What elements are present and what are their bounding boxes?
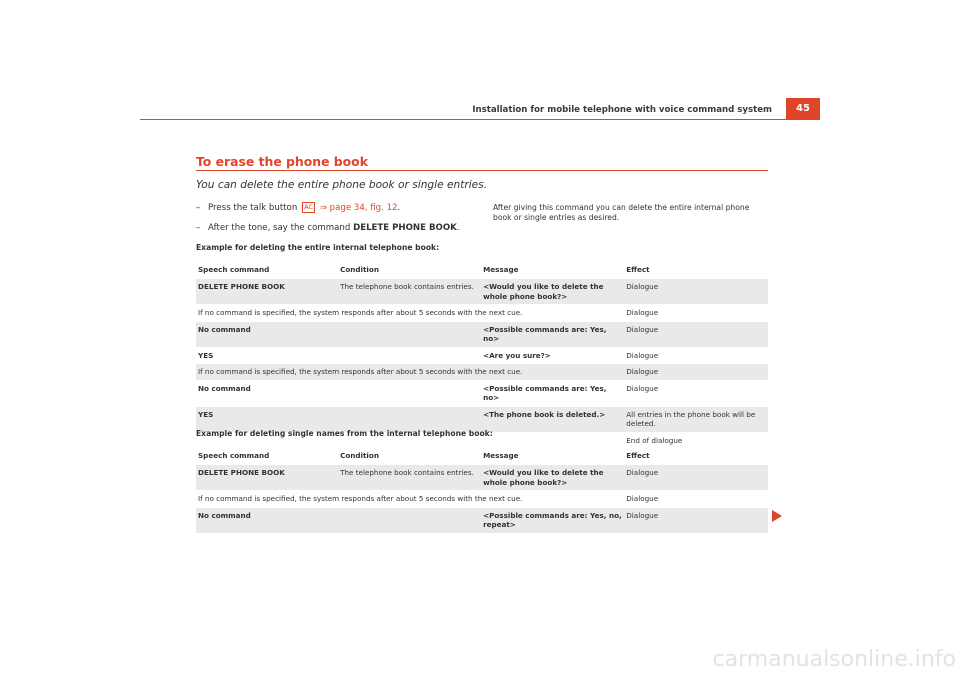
effect-cell: Dialogue	[624, 491, 768, 508]
table-header-row	[196, 259, 768, 279]
message-cell: <Would you like to delete the whole phone book?>	[481, 465, 624, 491]
condition-cell: The telephone book contains entries.	[338, 279, 481, 305]
table-row	[196, 465, 768, 491]
table-row	[196, 321, 768, 347]
step-2	[196, 223, 460, 233]
effect-cell: All entries in the phone book will be deleted.	[624, 406, 768, 432]
section-lead: You can delete the entire phone book or single entries.	[196, 179, 488, 191]
note-cell: If no command is specified, the system responds after about 5 seconds with the next cue.	[196, 364, 624, 381]
example2-table	[196, 445, 768, 534]
note-cell: If no command is specified, the system responds after about 5 seconds with the next cue.	[196, 491, 624, 508]
watermark: carmanualsonline.info	[712, 647, 956, 672]
example2-heading: Example for deleting single names from the internal telephone book:	[196, 429, 493, 438]
table-row	[196, 347, 768, 364]
message-cell: <Possible commands are: Yes, no>	[481, 321, 624, 347]
condition-cell	[338, 380, 481, 406]
step-suffix: .	[397, 203, 401, 213]
command-text: DELETE PHONE BOOK	[353, 223, 457, 233]
speech-command-cell: DELETE PHONE BOOK	[196, 465, 338, 491]
table-row	[196, 305, 768, 322]
example1-heading: Example for deleting the entire internal telephone book:	[196, 243, 440, 252]
condition-cell	[338, 321, 481, 347]
table-header-row	[196, 445, 768, 465]
message-cell: <Possible commands are: Yes, no>	[481, 380, 624, 406]
section-rule	[196, 170, 768, 171]
condition-cell	[338, 347, 481, 364]
section-title: To erase the phone book	[196, 154, 368, 169]
running-header-title: Installation for mobile telephone with voice command system	[472, 105, 772, 115]
column-header: Speech command	[196, 445, 338, 465]
column-header: Message	[481, 445, 624, 465]
speech-command-cell: No command	[196, 321, 338, 347]
effect-cell: Dialogue	[624, 507, 768, 533]
column-header: Effect	[624, 259, 768, 279]
continue-arrow-icon	[772, 510, 782, 522]
table-row	[196, 380, 768, 406]
table-row	[196, 364, 768, 381]
step-dash: –	[196, 223, 201, 233]
speech-command-cell: DELETE PHONE BOOK	[196, 279, 338, 305]
step-1	[196, 202, 400, 213]
side-note: After giving this command you can delete the entire internal phone book or single entries as desired.	[493, 203, 750, 223]
effect-cell: Dialogue	[624, 279, 768, 305]
message-cell: <Possible commands are: Yes, no, repeat>	[481, 507, 624, 533]
column-header: Condition	[338, 259, 481, 279]
effect-cell: Dialogue	[624, 347, 768, 364]
condition-cell	[338, 507, 481, 533]
note-cell: If no command is specified, the system responds after about 5 seconds with the next cue.	[196, 305, 624, 322]
effect-cell: End of dialogue	[624, 432, 768, 449]
example1-table	[196, 259, 768, 449]
message-cell: <Would you like to delete the whole phone book?>	[481, 279, 624, 305]
table-row	[196, 507, 768, 533]
speech-command-cell: No command	[196, 380, 338, 406]
speech-command-cell: YES	[196, 406, 338, 432]
speech-command-cell: No command	[196, 507, 338, 533]
speech-command-cell: YES	[196, 347, 338, 364]
table-row	[196, 491, 768, 508]
message-cell: <The phone book is deleted.>	[481, 406, 624, 432]
effect-cell: Dialogue	[624, 305, 768, 322]
step-suffix: .	[456, 223, 460, 233]
effect-cell: Dialogue	[624, 321, 768, 347]
header-rule	[140, 119, 820, 120]
step-dash: –	[196, 203, 201, 213]
page-number: 45	[786, 98, 820, 119]
column-header: Message	[481, 259, 624, 279]
message-cell: <Are you sure?>	[481, 347, 624, 364]
step-text: After the tone, say the command	[208, 223, 354, 233]
column-header: Speech command	[196, 259, 338, 279]
effect-cell: Dialogue	[624, 380, 768, 406]
condition-cell: The telephone book contains entries.	[338, 465, 481, 491]
talk-button-icon: AC	[302, 202, 315, 213]
step-text: Press the talk button	[208, 203, 298, 213]
effect-cell: Dialogue	[624, 465, 768, 491]
column-header: Effect	[624, 445, 768, 465]
table-row	[196, 279, 768, 305]
column-header: Condition	[338, 445, 481, 465]
page-reference-link[interactable]: ⇒ page 34, fig. 12	[319, 203, 398, 213]
effect-cell: Dialogue	[624, 364, 768, 381]
